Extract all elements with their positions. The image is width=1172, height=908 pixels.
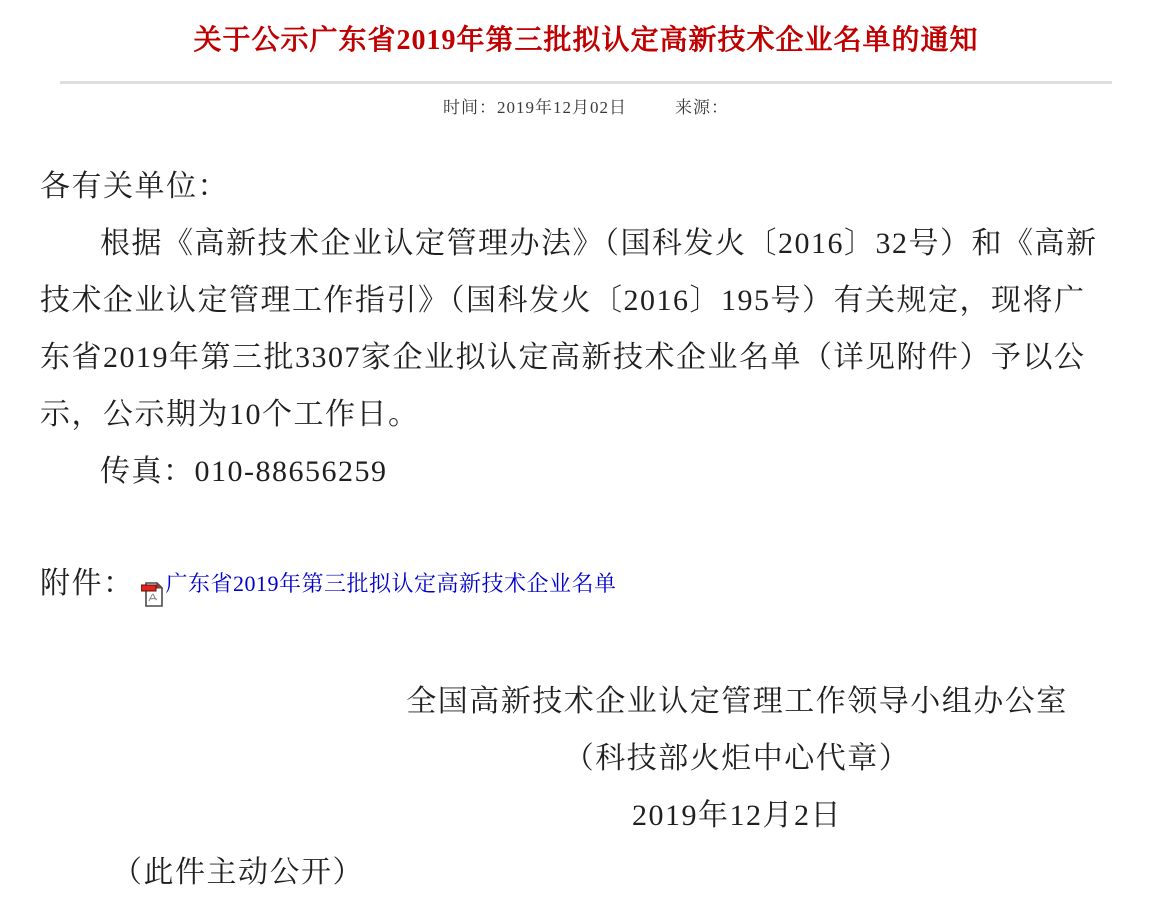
pdf-file-icon[interactable] bbox=[141, 570, 165, 598]
paragraph-line: 根据《高新技术企业认定管理办法》（国科发火〔2016〕32号）和《高新 bbox=[100, 227, 1098, 260]
paragraph-line: 东省2019年第三批3307家企业拟认定高新技术企业名单（详见附件）予以公 bbox=[40, 341, 1086, 374]
signature-date-line: 2019年12月2日 bbox=[632, 799, 842, 832]
signature-office-line: 全国高新技术企业认定管理工作领导小组办公室 bbox=[406, 685, 1068, 718]
attachment-label: 附件： bbox=[40, 567, 135, 600]
attachment-link[interactable]: 广东省2019年第三批拟认定高新技术企业名单 bbox=[165, 571, 617, 596]
meta-line bbox=[0, 98, 1172, 118]
page-title: 关于公示广东省2019年第三批拟认定高新技术企业名单的通知 bbox=[193, 25, 979, 56]
title-divider bbox=[60, 81, 1112, 84]
publish-time: 时间：2019年12月02日 bbox=[443, 98, 627, 117]
notice-body bbox=[40, 158, 1132, 844]
signature-seal-line: （科技部火炬中心代章） bbox=[563, 742, 911, 775]
signature-block bbox=[367, 673, 1107, 844]
disclosure-note: （此件主动公开） bbox=[112, 856, 364, 889]
attachment-row bbox=[40, 555, 1132, 612]
fax-line: 传真：010-88656259 bbox=[100, 455, 388, 488]
paragraph-line: 示，公示期为10个工作日。 bbox=[40, 398, 420, 431]
greeting-line: 各有关单位： bbox=[40, 170, 229, 203]
paragraph-line: 技术企业认定管理工作指引》（国科发火〔2016〕195号）有关规定，现将广 bbox=[40, 284, 1086, 317]
source-label: 来源： bbox=[675, 98, 729, 117]
